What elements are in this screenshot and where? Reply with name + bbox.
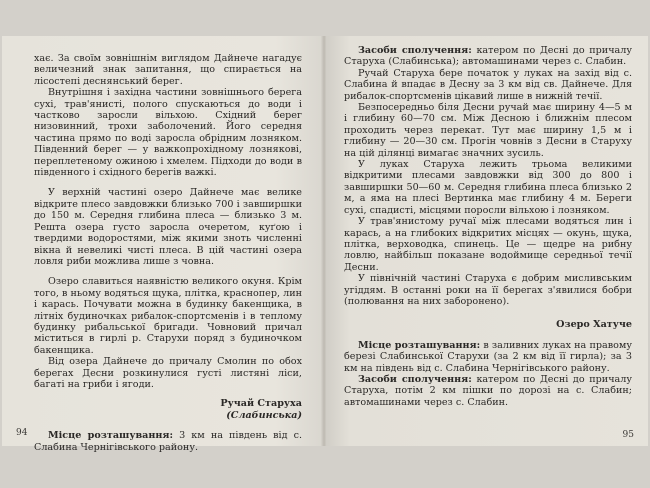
communication-paragraph xyxy=(344,45,632,68)
page-number: 94 xyxy=(16,428,28,438)
communication-paragraph xyxy=(344,374,632,408)
left-page-text xyxy=(34,53,302,453)
location-label: Місце розташування: xyxy=(48,430,174,442)
paragraph: У луках Старуха лежить трьома великими відкритими плесами завдовжки від 300 до 800 і завширшки 50—60 м. Середня глибина плеса близько 2 м, а яма на плесі Вертинка має глибину 4 м. Береги сухі, спадисті, місцями поросли вільхою і лозняком. xyxy=(344,159,632,216)
paragraph: У верхній частині озеро Дайнече має велике відкрите плесо завдовжки близько 700 і завширшки до 150 м. Середня глибина плеса — близько 3 м. Решта озера густо заросла очеретом, куґою і твердими водоростями, між якими зноть численні вікна й невеликі чисті плеса. В цій частині озера ловля риби можлива лише з човна. xyxy=(34,187,302,267)
paragraph: хає. За своїм зовнішнім виглядом Дайнече нагадує величезний знак запитання, що спирається на лісостепі деснянський берег. xyxy=(34,53,302,87)
location-text: 3 км на південь від с. Слабина Чернігівського району. xyxy=(34,430,302,453)
communication-label: Засоби сполучення: xyxy=(358,45,472,56)
book-gutter xyxy=(321,36,327,446)
communication-label: Засоби сполучення: xyxy=(358,373,472,385)
location-paragraph xyxy=(344,340,632,374)
paragraph: У північній частині Старуха є добрим мисливським угіддям. В останні роки на її берегах з'явилися бобри (полювання на них заборонено). xyxy=(344,273,632,307)
paragraph: Внутрішня і західна частини зовнішнього берега сухі, трав'янисті, полого спускаються до води і частково заросли вільхою. Східний берег низовинний, трохи заболочений. Його середня частина прямо по воді заросла обрідним лозняком. Південний берег — у важкопрохідному лозняковi, переплетеному ожиною і хмелем. Підходи до води в південного і східного берегів важкі. xyxy=(34,87,302,179)
paragraph: Озеро славиться наявністю великого окуня. Крім того, в ньому водяться щука, плітка, краснопер, лин і карась. Почувати можна в будинку бакенщика, в літніх будиночках рибалок-спортсменів і в теплому будинку рибальської бригади. Човновий причал міститься в гирлі р. Старухи поряд з будиночком бакенщика. xyxy=(34,276,302,356)
section-title: Ручай Старуха xyxy=(220,398,302,410)
location-label: Місце розташування: xyxy=(358,339,481,351)
page-number: 95 xyxy=(622,430,634,440)
section-title: Озеро Хатуче xyxy=(556,319,632,331)
location-paragraph xyxy=(34,430,302,453)
location-text: в заливних луках на правому березі Слабинської Старухи (за 2 км від її гирла); за 3 км на південь від с. Слабина Чернігівського району. xyxy=(344,339,632,374)
right-page xyxy=(324,36,648,446)
paragraph: Від озера Дайнече до причалу Смолин по обох берегах Десни розкинулися густі листяні ліси, багаті на гриби і ягоди. xyxy=(34,356,302,390)
section-subtitle: (Слабинська) xyxy=(226,409,302,421)
communication-text: катером по Десні до причалу Старуха (Слабинська); автомашинами через с. Слабин. xyxy=(344,45,632,68)
right-page-text xyxy=(344,45,632,408)
left-page xyxy=(2,36,324,453)
book-spread xyxy=(2,36,648,453)
communication-text: катером по Десні до причалу Старуха, потім 2 км пішки по дорозі на с. Слабин; автомашинами через с. Слабин. xyxy=(344,373,632,408)
paragraph: У трав'янистому ручаї між плесами водяться лин і карась, а на глибоких відкритих місцях — окунь, щука, плітка, верховодка, спинець. Це — щедре на рибну ловлю, найбільш показане водоймище середньої течії Десни. xyxy=(344,216,632,273)
paragraph: Ручай Старуха бере початок у луках на захід від с. Слабина й впадає в Десну за 3 км від св. Дайнече. Для рибалок-спортсменів цікавий лише в нижній течії. xyxy=(344,67,632,102)
paragraph: Безпосередньо біля Десни ручай має ширину 4—5 м і глибину 60—70 см. Між Десною і ближнім плесом проходить через перекат. Тут має ширину 1,5 м і глибину — 20—30 см. Прогін човнів з Десни в Старуху на цій ділянці вимагає значних зусиль. xyxy=(344,102,632,159)
